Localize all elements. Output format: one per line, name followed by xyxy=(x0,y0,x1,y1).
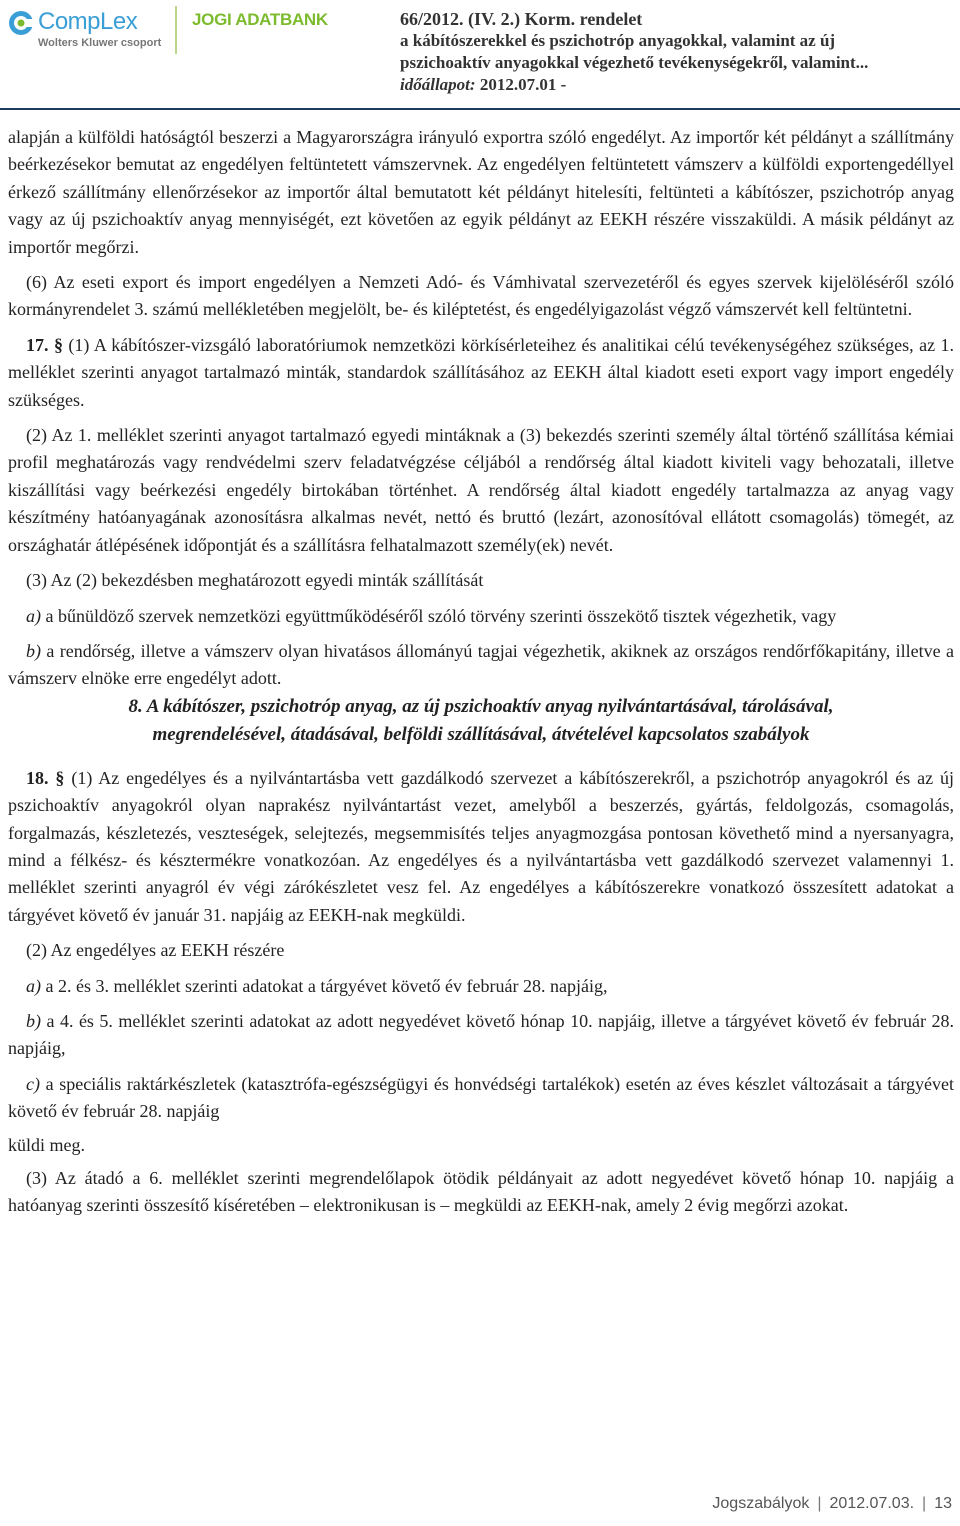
chapter-heading-line-2: megrendelésével, átadásával, belföldi szállításával, átvételével kapcsolatos szabályok xyxy=(152,723,810,745)
section-18-2-b-text: a 4. és 5. melléklet szerinti adatokat az adott negyedévet követő hónap 10. napjáig, illetve a tárgyévet követő év február 28. napjáig, xyxy=(8,1010,954,1059)
point-a-label: a) xyxy=(26,605,41,626)
section-18-2-b xyxy=(8,1008,954,1063)
section-17-number: 17. § xyxy=(26,334,63,355)
section-18-2-a xyxy=(8,973,954,1000)
section-18-2-c xyxy=(8,1071,954,1126)
time-state xyxy=(400,74,955,96)
section-18-1-text: (1) Az engedélyes és a nyilvántartásba vett gazdálkodó szervezet a kábítószerekről, a pszichotróp anyagokról és az új pszichoaktív anyagokról olyan naprakész nyilvántartást vezet, amelyből a beszerzés, gyártás, feldolgozás, csomagolás, forgalmazás, készletezés, veszteségek, selejtezés, megsemmisítés teljes anyagmozgása pontosan követhető mind a nyersanyagra, mind a félkész- és késztermékre vonatkozóan. Az engedélyes és a nyilvántartásba vett gazdálkodó szervezet valamennyi 1. melléklet szerinti anyagról év végi zárókészletet vesz fel. Az engedélyes a kábítószerekre vonatkozó összesített adatokat a tárgyévet követő év január 31. napjáig az EEKH-nak megküldi. xyxy=(8,767,955,925)
section-18-3: (3) Az átadó a 6. melléklet szerinti megrendelőlapok ötödik példányait az adott negyedévet követő hónap 10. napjáig a hatóanyag szerinti összesítő kíséretében – elektronikusan is – megküldi az EEKH-nak, amely 2 évig megőrzi azokat. xyxy=(8,1168,954,1216)
brand-name: CompLex xyxy=(38,8,138,35)
section-17-3-a xyxy=(8,603,954,630)
header-divider xyxy=(175,6,177,54)
footer-separator: | xyxy=(817,1495,822,1512)
section-18-2: (2) Az engedélyes az EEKH részére xyxy=(26,940,285,961)
point-b-label: b) xyxy=(26,640,41,661)
document-subtitle-line-2: pszichoaktív anyagokkal végezhető tevékenységekről, valamint... xyxy=(400,53,869,72)
chapter-heading-line-1: 8. A kábítószer, pszichotróp anyag, az új pszichoaktív anyag nyilvántartásával, tárolásával, xyxy=(128,695,834,717)
page-number: 13 xyxy=(934,1495,952,1512)
section-17-1 xyxy=(8,332,954,414)
section-18-number: 18. § xyxy=(26,767,65,788)
paragraph-16-6: (6) Az eseti export és import engedélyen a Nemzeti Adó- és Vámhivatal szervezetéről és egyes szervek kijelöléséről szóló kormányrendelet 3. számú mellékletében megjelölt, be- és kiléptetést, és engedélyigazolást végző vámszervét kell feltüntetni. xyxy=(8,272,954,320)
section-18-2-a-text: a 2. és 3. melléklet szerinti adatokat a tárgyévet követő év február 28. napjáig, xyxy=(41,975,608,996)
section-17-3-a-text: a bűnüldöző szervek nemzetközi együttműködéséről szóló törvény szerinti összekötő tisztek végezhetik, vagy xyxy=(41,605,837,626)
section-17-3-b xyxy=(8,638,954,693)
section-17-2: (2) Az 1. melléklet szerinti anyagot tartalmazó egyedi mintáknak a (3) bekezdés szerinti személy által történő szállítása kémiai profil meghatározás vagy rendvédelmi szerv feladatvégzése céljából a rendőrség által kiadott kiviteli vagy behozatali, illetve kiszállítási vagy beérkezési engedély birtokában történhet. A rendőrség által kiadott engedély tartalmazza az anyag vagy készítmény hatóanyagának azonosításra alkalmas nevét, nettó és bruttó (lezárt, azonosítóval ellátott csomagolás) tömegét, az országhatár átlépésének időpontját és a szállításra felhatalmazott személy(ek) nevét. xyxy=(8,425,954,555)
footer-separator: | xyxy=(922,1495,927,1512)
section-17-3: (3) Az (2) bekezdésben meghatározott egyedi minták szállítását xyxy=(26,570,484,591)
document-title: 66/2012. (IV. 2.) Korm. rendelet xyxy=(400,9,643,29)
section-18-2-c-text: a speciális raktárkészletek (katasztrófa-egészségügyi és honvédségi tartalékok) esetén az éves készlet változásait a tárgyévet követő év február 28. napjáig xyxy=(8,1073,954,1122)
document-subtitle-line-1: a kábítószerekkel és pszichotróp anyagokkal, valamint az új xyxy=(400,31,836,50)
header-rule xyxy=(0,108,960,110)
section-17-3-b-text: a rendőrség, illetve a vámszerv olyan hivatásos állományú tagjai végezhetik, akiknek az országos rendőrfőkapitány, illetve a vámszerv elnöke erre engedélyt adott. xyxy=(8,640,954,689)
section-18-2-closing: küldi meg. xyxy=(8,1134,85,1155)
footer-source: Jogszabályok xyxy=(712,1495,810,1512)
chapter-heading xyxy=(8,693,954,749)
complex-logo xyxy=(8,8,168,54)
point-c-label: c) xyxy=(26,1073,40,1094)
time-state-label: időállapot: xyxy=(400,75,476,94)
point-b-label: b) xyxy=(26,1010,41,1031)
jogi-adatbank-logo: JOGI ADATBANK xyxy=(192,10,328,29)
section-17-1-text: (1) A kábítószer-vizsgáló laboratóriumok nemzetközi körkísérleteihez és analitikai célú tevékenységéhez szükséges, az 1. melléklet szerinti anyagot tartalmazó minták, standardok szállításához az EEKH által kiadott eseti export vagy import engedély szükséges. xyxy=(8,334,954,410)
complex-logo-icon xyxy=(8,10,34,36)
footer-date: 2012.07.03. xyxy=(829,1495,915,1512)
page-header xyxy=(0,0,960,112)
paragraph-continued: alapján a külföldi hatóságtól beszerzi a Magyarországra irányuló exportra szóló engedélyt. Az importőr két példányt a szállítmány beérkezésekor bemutat az engedélyen feltüntetett vámszervnek. Az engedélyen feltüntetett vámszerv a külföldi exportengedéllyel érkező szállítmány ellenőrzésekor az importőr által bemutatott két példányt hitelesíti, feltünteti a kábítószer, pszichotróp anyag vagy az új pszichoaktív anyag mennyiségét, ezt követően az egyik példányt az EEKH részére visszaküldi. A másik példányt az importőr megőrzi. xyxy=(8,127,954,257)
section-18-1 xyxy=(8,765,954,929)
time-state-value: 2012.07.01 - xyxy=(479,75,567,94)
document-meta xyxy=(400,8,955,96)
brand-subtitle: Wolters Kluwer csoport xyxy=(38,37,162,49)
point-a-label: a) xyxy=(26,975,41,996)
page-footer xyxy=(712,1495,952,1513)
document-body xyxy=(8,124,954,1220)
